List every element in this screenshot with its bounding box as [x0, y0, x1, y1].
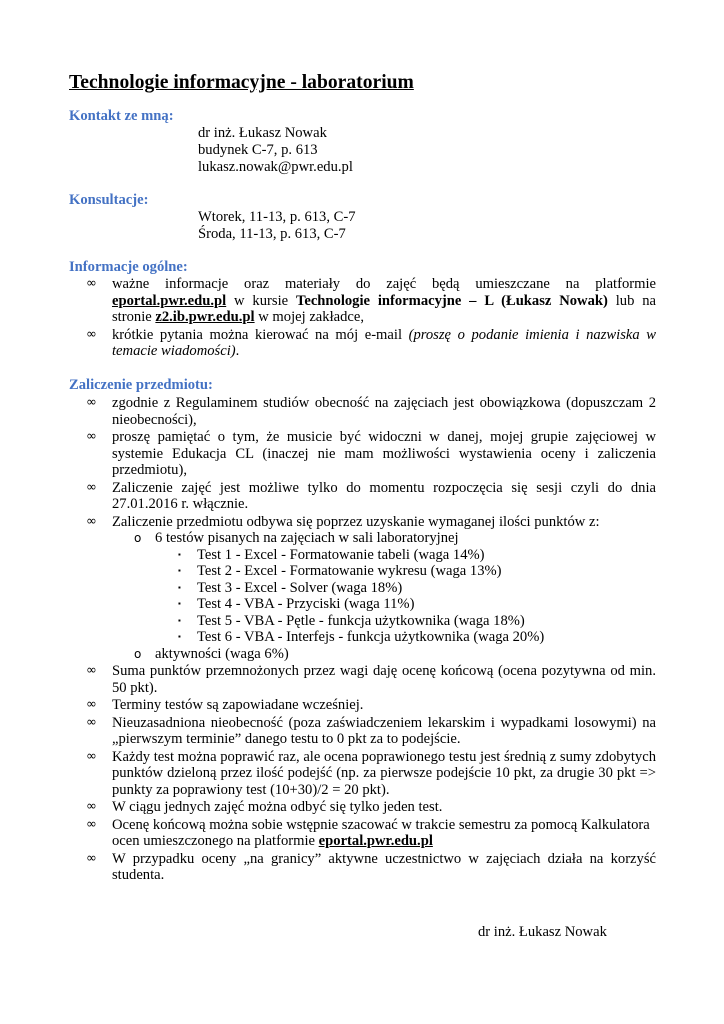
test-item: ▪ Test 2 - Excel - Formatowanie wykresu (waga 13%)	[178, 563, 502, 579]
consultations-heading: Konsultacje:	[69, 192, 149, 208]
square-bullet-icon: ▪	[178, 549, 181, 559]
general-item-1-line-1: ważne informacje oraz materiały do zajęć będą umieszczane na platformie	[112, 276, 656, 292]
general-item-1-rest: eportal.pwr.edu.pl w kursie Technologie informacyjne – L (Łukasz Nowak) lub na stronie z2.ib.pwr.edu.pl w mojej zakładce,	[112, 292, 656, 325]
infinity-bullet-icon: ∞	[86, 714, 97, 730]
consultation-tuesday: Wtorek, 11-13, p. 613, C-7	[198, 209, 356, 225]
grading-item-calculator-line-2: ocen umieszczonego na platformie eportal.pwr.edu.pl	[112, 833, 433, 849]
general-list	[69, 276, 656, 360]
points-sublist	[132, 530, 656, 662]
square-bullet-icon: ▪	[178, 632, 181, 641]
list-item	[69, 715, 656, 748]
consultation-wednesday: Środa, 11-13, p. 613, C-7	[198, 226, 346, 242]
list-item	[69, 327, 656, 360]
grading-item-dates: Terminy testów są zapowiadane wcześniej.	[112, 697, 364, 713]
grading-item-group: proszę pamiętać o tym, że musicie być widoczni w danej, mojej grupie zajęciowej w systemie Edukacja CL (inaczej nie mam możliwości wystawienia oceny i zaliczenia przedmiotu),	[112, 429, 656, 478]
square-bullet-icon: ▪	[178, 599, 181, 608]
list-item	[69, 429, 656, 479]
infinity-bullet-icon: ∞	[86, 816, 97, 832]
grading-list	[69, 395, 656, 884]
course-name: Technologie informacyjne – L (Łukasz Nowak)	[295, 292, 608, 309]
contact-heading: Kontakt ze mną:	[69, 108, 174, 124]
activity-item: aktywności (waga 6%)	[155, 645, 289, 662]
contact-name: dr inż. Łukasz Nowak	[198, 125, 327, 141]
test-item: ▪ Test 6 - VBA - Interfejs - funkcja użytkownika (waga 20%)	[178, 629, 545, 645]
tests-list	[176, 547, 656, 646]
eportal-link[interactable]: eportal.pwr.edu.pl	[112, 292, 227, 309]
list-item	[69, 697, 656, 714]
list-item	[69, 395, 656, 428]
list-item	[69, 851, 656, 884]
grading-item-deadline: Zaliczenie zajęć jest możliwe tylko do momentu rozpoczęcia się sesji czyli do dnia 27.01.2016 r. włącznie.	[112, 479, 656, 512]
infinity-bullet-icon: ∞	[86, 479, 97, 495]
infinity-bullet-icon: ∞	[86, 276, 97, 291]
grading-heading: Zaliczenie przedmiotu:	[69, 377, 213, 393]
tests-label: 6 testów pisanych na zajęciach w sali laboratoryjnej	[155, 530, 459, 546]
infinity-bullet-icon: ∞	[86, 395, 97, 410]
grading-item-absence: Nieuzasadniona nieobecność (poza zaświadczeniem lekarskim i wypadkami losowymi) na „pierwszym terminie” danego testu to 0 pkt za to podejście.	[112, 714, 656, 747]
infinity-bullet-icon: ∞	[86, 799, 97, 814]
square-bullet-icon: ▪	[178, 615, 181, 625]
email-note: (proszę o podanie imienia i nazwiska w temacie wiadomości)	[112, 326, 656, 359]
list-item	[69, 514, 656, 663]
infinity-bullet-icon: ∞	[86, 513, 97, 529]
test-item: ▪ Test 5 - VBA - Pętle - funkcja użytkownika (waga 18%)	[178, 612, 525, 629]
grading-item-calculator-line-1: Ocenę końcową można sobie wstępnie szacować w trakcie semestru za pomocą Kalkulatora	[112, 816, 650, 833]
general-heading: Informacje ogólne:	[69, 259, 188, 275]
test-item: ▪ Test 1 - Excel - Formatowanie tabeli (waga 14%)	[178, 546, 485, 563]
grading-item-retake: Każdy test można poprawić raz, ale ocena poprawionego testu jest średnią z sumy zdobytych punktów dzieloną przez ilość podejść (np. za pierwsze podejście 10 pkt, za drugie 30 pkt => punkty za poprawiony test (10+30)/2 = 20 pkt).	[112, 748, 656, 798]
list-item	[132, 646, 656, 663]
grading-item-one-test: W ciągu jednych zajęć można odbyć się tylko jeden test.	[112, 799, 443, 815]
list-item	[69, 799, 656, 816]
list-item	[69, 749, 656, 799]
grading-item-attendance: zgodnie z Regulaminem studiów obecność na zajęciach jest obowiązkowa (dopuszczam 2 nieobecności),	[112, 395, 656, 428]
list-item	[69, 663, 656, 696]
grading-item-sum: Suma punktów przemnożonych przez wagi daję ocenę końcową (ocena pozytywna od min. 50 pkt).	[112, 663, 656, 696]
list-item	[69, 276, 656, 326]
contact-email: lukasz.nowak@pwr.edu.pl	[198, 159, 353, 175]
contact-building: budynek C-7, p. 613	[198, 142, 318, 158]
list-item	[69, 480, 656, 513]
test-item: ▪ Test 4 - VBA - Przyciski (waga 11%)	[178, 596, 415, 612]
square-bullet-icon: ▪	[178, 582, 181, 592]
list-item	[69, 817, 656, 850]
list-item	[132, 530, 656, 646]
eportal-link[interactable]: eportal.pwr.edu.pl	[318, 833, 433, 849]
test-item: ▪ Test 3 - Excel - Solver (waga 18%)	[178, 579, 403, 596]
infinity-bullet-icon: ∞	[86, 429, 97, 444]
square-bullet-icon: ▪	[178, 566, 181, 575]
infinity-bullet-icon: ∞	[86, 850, 97, 866]
infinity-bullet-icon: ∞	[86, 326, 97, 342]
infinity-bullet-icon: ∞	[86, 663, 97, 678]
infinity-bullet-icon: ∞	[86, 697, 97, 712]
infinity-bullet-icon: ∞	[86, 748, 97, 764]
z2-link[interactable]: z2.ib.pwr.edu.pl	[155, 309, 255, 325]
general-item-2: krótkie pytania można kierować na mój e-mail (proszę o podanie imienia i nazwiska w temacie wiadomości).	[112, 326, 656, 359]
signature: dr inż. Łukasz Nowak	[478, 924, 607, 940]
page-title: Technologie informacyjne - laboratorium	[69, 72, 414, 93]
grading-item-borderline: W przypadku oceny „na granicy” aktywne uczestnictwo w zajęciach działa na korzyść studenta.	[112, 850, 656, 883]
circle-bullet-icon: o	[134, 646, 142, 661]
circle-bullet-icon: o	[134, 531, 142, 545]
grading-item-points: Zaliczenie przedmiotu odbywa się poprzez uzyskanie wymaganej ilości punktów z:	[112, 513, 600, 530]
